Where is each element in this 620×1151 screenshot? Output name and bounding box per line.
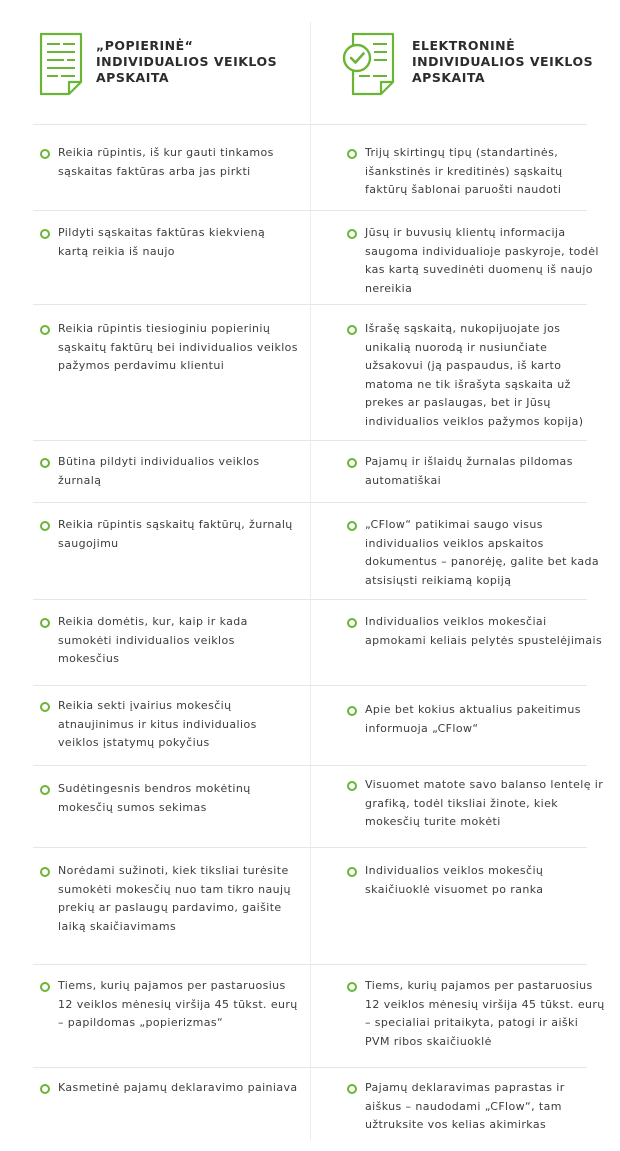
comparison-row: [33, 1067, 587, 1142]
paper-item: Reikia domėtis, kur, kaip ir kada sumokėti individualios veiklos mokesčius: [58, 615, 248, 665]
electronic-item: Pajamų ir išlaidų žurnalas pildomas automatiškai: [365, 455, 573, 487]
comparison-row: [33, 440, 587, 503]
comparison-row: [33, 210, 599, 305]
electronic-item: Tiems, kurių pajamos per pastaruosius 12 veiklos mėnesių viršija 45 tūkst. eurų – specialiai pritaikyta, patogi ir aiški PVM ribos skaičiuoklė: [365, 979, 605, 1048]
comparison-row: [33, 685, 587, 766]
bullet-icon: [40, 458, 50, 468]
paper-item: Tiems, kurių pajamos per pastaruosius 12 veiklos mėnesių viršija 45 tūkst. eurų – papildomas „popierizmas“: [58, 979, 298, 1029]
bullet-icon: [40, 702, 50, 712]
electronic-item: Individualios veiklos mokesčiai apmokami keliais pelytės spustelėjimais: [365, 615, 603, 647]
paper-item: Sudėtingesnis bendros mokėtinų mokesčių sumos sekimas: [58, 782, 251, 814]
bullet-icon: [347, 618, 357, 628]
bullet-icon: [347, 1084, 357, 1094]
electronic-item: Trijų skirtingų tipų (standartinės, išankstinės ir kreditinės) sąskaitų faktūrų šablonai paruošti naudoti: [365, 146, 563, 196]
paper-item: Reikia rūpintis, iš kur gauti tinkamos sąskaitas faktūras arba jas pirkti: [58, 146, 274, 178]
bullet-icon: [40, 229, 50, 239]
comparison-row: [33, 847, 587, 965]
bullet-icon: [40, 149, 50, 159]
comparison-row: [33, 964, 605, 1068]
paper-item: Reikia rūpintis sąskaitų faktūrų, žurnalų saugojimu: [58, 518, 293, 550]
paper-item: Reikia rūpintis tiesioginiu popierinių sąskaitų faktūrų bei individualios veiklos pažymos perdavimu klientui: [58, 322, 298, 372]
bullet-icon: [347, 458, 357, 468]
electronic-item: Pajamų deklaravimas paprastas ir aiškus – naudodami „CFlow“, tam užtruksite vos kelias akimirkas: [365, 1081, 565, 1131]
comparison-row: [33, 765, 604, 848]
electronic-item: Visuomet matote savo balanso lentelę ir grafiką, todėl tiksliai žinote, kiek mokesčių turite mokėti: [365, 778, 604, 828]
bullet-icon: [347, 229, 357, 239]
electronic-item: Išrašę sąskaitą, nukopijuojate jos unikalią nuorodą ir nusiunčiate užsakovui (ją paspaudus, iš karto matoma ne tik išrašyta sąskaita už prekes ar paslaugas, bet ir Jūsų individualios veiklos pažymos kopija): [365, 322, 584, 428]
bullet-icon: [347, 149, 357, 159]
comparison-row: [33, 304, 587, 441]
paper-item: Būtina pildyti individualios veiklos žurnalą: [58, 455, 260, 487]
bullet-icon: [347, 982, 357, 992]
bullet-icon: [347, 706, 357, 716]
comparison-row: [33, 124, 587, 211]
bullet-icon: [40, 785, 50, 795]
electronic-document-check-icon: [340, 32, 400, 96]
electronic-item: Jūsų ir buvusių klientų informacija saugoma individualioje paskyroje, todėl kas kartą suvedinėti duomenų iš naujo nereikia: [365, 226, 599, 295]
electronic-accounting-title: ELEKTRONINĖ INDIVIDUALIOS VEIKLOS APSKAITA: [412, 38, 594, 85]
paper-item: Reikia sekti įvairius mokesčių atnaujinimus ir kitus individualios veiklos įstatymų pokyčius: [58, 699, 257, 749]
comparison-row: [33, 502, 600, 600]
paper-document-icon: [38, 32, 84, 96]
bullet-icon: [40, 325, 50, 335]
bullet-icon: [40, 521, 50, 531]
bullet-icon: [40, 1084, 50, 1094]
electronic-item: Apie bet kokius aktualius pakeitimus informuoja „CFlow“: [365, 703, 581, 735]
paper-accounting-title: „POPIERINĖ“ INDIVIDUALIOS VEIKLOS APSKAITA: [96, 38, 278, 85]
bullet-icon: [347, 521, 357, 531]
paper-item: Norėdami sužinoti, kiek tiksliai turėsite sumokėti mokesčių nuo tam tikro naujų prekių ar paslaugų pardavimo, gaišite laiką skaičiavimams: [58, 864, 291, 933]
bullet-icon: [40, 618, 50, 628]
paper-item: Pildyti sąskaitas faktūras kiekvieną kartą reikia iš naujo: [58, 226, 266, 258]
paper-accounting-header: [38, 32, 298, 96]
electronic-accounting-header: [340, 32, 610, 96]
comparison-row: [33, 599, 603, 686]
paper-item: Kasmetinė pajamų deklaravimo painiava: [58, 1081, 298, 1094]
bullet-icon: [40, 867, 50, 877]
bullet-icon: [347, 325, 357, 335]
bullet-icon: [347, 781, 357, 791]
electronic-item: Individualios veiklos mokesčių skaičiuoklė visuomet po ranka: [365, 864, 544, 896]
electronic-item: „CFlow“ patikimai saugo visus individualios veiklos apskaitos dokumentus – panorėję, galite bet kada atsisiųsti reikiamą kopiją: [365, 518, 600, 587]
bullet-icon: [347, 867, 357, 877]
bullet-icon: [40, 982, 50, 992]
